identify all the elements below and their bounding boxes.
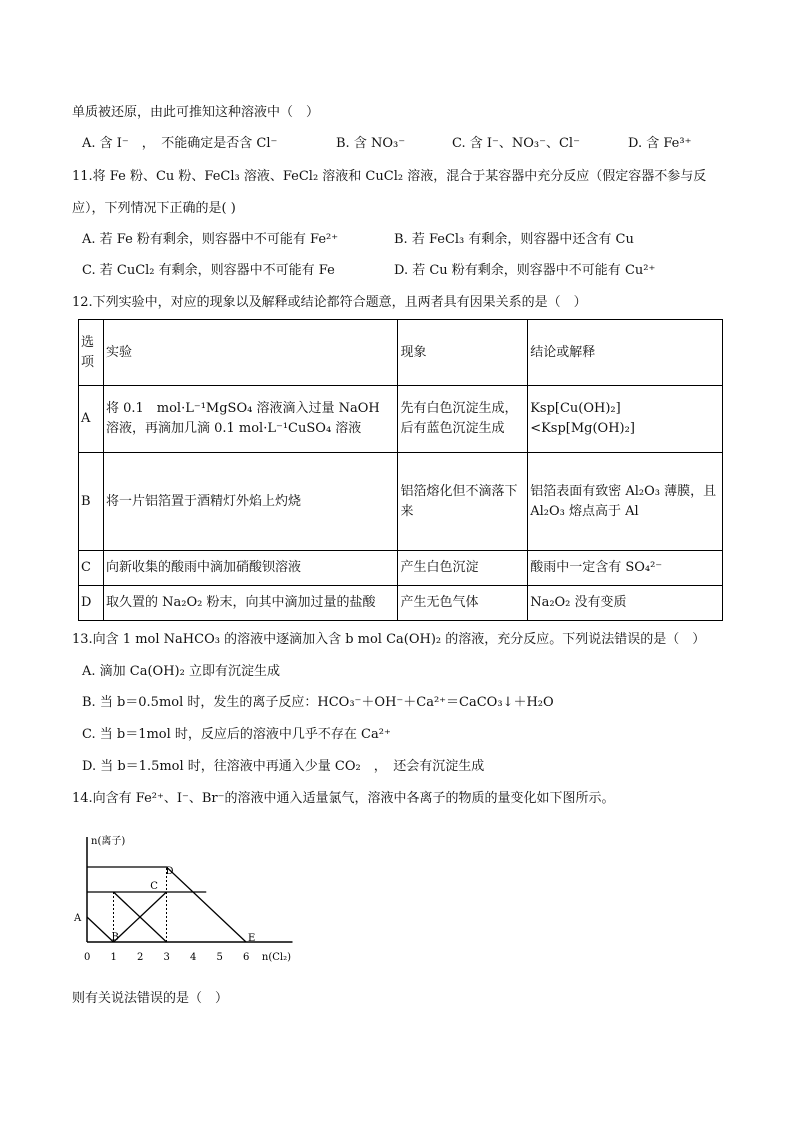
q13-stem: 13.向含 1 mol NaHCO₃ 的溶液中逐滴加入含 b mol Ca(OH)₂ 的溶液，充分反应。下列说法错误的是（ ） — [72, 632, 706, 647]
row-conclusion: 酸雨中一定含有 SO₄²⁻ — [528, 551, 723, 586]
row-option: D — [79, 586, 104, 621]
row-conclusion: 铝箔表面有致密 Al₂O₃ 薄膜，且 Al₂O₃ 熔点高于 Al — [528, 453, 723, 551]
row-option: A — [79, 386, 104, 453]
point-label: A — [74, 913, 82, 924]
x-tick-label: 5 — [216, 952, 223, 963]
row-conclusion: Ksp[Cu(OH)₂]<Ksp[Mg(OH)₂] — [528, 386, 723, 453]
y-axis-label: n(离子) — [91, 836, 126, 847]
q13-option-a: A. 滴加 Ca(OH)₂ 立即有沉淀生成 — [82, 664, 280, 679]
q12-stem: 12.下列实验中，对应的现象以及解释或结论都符合题意，且两者具有因果关系的是（ ） — [72, 295, 587, 310]
row-option: C — [79, 551, 104, 586]
q10-option-c: C. 含 I⁻、NO₃⁻、Cl⁻ — [452, 136, 580, 151]
q10-option-d: D. 含 Fe³⁺ — [628, 136, 692, 151]
row-phenomenon: 产生白色沉淀 — [398, 551, 528, 586]
x-tick-label: 0 — [84, 952, 91, 963]
table-header-row — [79, 320, 723, 386]
header-phenomenon: 现象 — [398, 320, 528, 386]
q11-option-d: D. 若 Cu 粉有剩余，则容器中不可能有 Cu²⁺ — [394, 263, 656, 278]
table-row — [79, 453, 723, 551]
row-option: B — [79, 453, 104, 551]
table-row — [79, 386, 723, 453]
table-row — [79, 586, 723, 621]
x-tick-label: 4 — [190, 952, 197, 963]
q13-option-d: D. 当 b＝1.5mol 时，往溶液中再通入少量 CO₂ ， 还会有沉淀生成 — [82, 759, 485, 774]
table-row — [79, 551, 723, 586]
point-label: C — [150, 881, 158, 892]
row-experiment: 将一片铝箔置于酒精灯外焰上灼烧 — [103, 453, 397, 551]
chart-labels — [73, 834, 291, 963]
row-phenomenon: 铝箔熔化但不滴落下来 — [398, 453, 528, 551]
row-phenomenon: 先有白色沉淀生成，后有蓝色沉淀生成 — [398, 386, 528, 453]
x-tick-label: 6 — [243, 952, 250, 963]
header-option: 选项 — [79, 320, 104, 386]
q11-option-b: B. 若 FeCl₃ 有剩余，则容器中还含有 Cu — [394, 232, 634, 247]
q11-stem-line1: 11.将 Fe 粉、Cu 粉、FeCl₃ 溶液、FeCl₂ 溶液和 CuCl₂ 溶液，混合于某容器中充分反应（假定容器不参与反 — [72, 169, 707, 184]
q10-option-a: A. 含 I⁻ ， 不能确定是否含 Cl⁻ — [82, 136, 278, 151]
row-experiment: 将 0.1 mol·L⁻¹MgSO₄ 溶液滴入过量 NaOH 溶液，再滴加几滴 0.1 mol·L⁻¹CuSO₄ 溶液 — [103, 386, 397, 453]
x-axis-label: n(Cl₂) — [261, 952, 292, 963]
series-line — [87, 917, 114, 942]
q14-stem: 14.向含有 Fe²⁺、I⁻、Br⁻的溶液中通入适量氯气，溶液中各离子的物质的量变化如下图所示。 — [72, 791, 615, 806]
q14-stem-tail: 则有关说法错误的是（ ） — [72, 991, 229, 1006]
q10-stem-tail: 单质被还原，由此可推知这种溶液中（ ） — [72, 105, 320, 120]
header-conclusion: 结论或解释 — [528, 320, 723, 386]
point-label: E — [248, 933, 256, 944]
row-experiment: 取久置的 Na₂O₂ 粉末，向其中滴加过量的盐酸 — [103, 586, 397, 621]
q13-option-b: B. 当 b＝0.5mol 时，发生的离子反应：HCO₃⁻＋OH⁻＋Ca²⁺＝CaCO₃↓＋H₂O — [82, 695, 554, 710]
q11-option-c: C. 若 CuCl₂ 有剩余，则容器中不可能有 Fe — [82, 263, 335, 278]
row-experiment: 向新收集的酸雨中滴加硝酸钡溶液 — [103, 551, 397, 586]
q11-stem-line2: 应），下列情况下正确的是( ) — [72, 201, 236, 216]
ion-amount-chart — [65, 822, 325, 972]
q11-option-a: A. 若 Fe 粉有剩余，则容器中不可能有 Fe²⁺ — [82, 232, 339, 247]
q12-table — [78, 319, 723, 621]
row-phenomenon: 产生无色气体 — [398, 586, 528, 621]
point-label: D — [165, 866, 174, 877]
x-tick-label: 1 — [110, 952, 117, 963]
x-tick-label: 3 — [163, 952, 170, 963]
chart-guides — [111, 867, 167, 943]
header-experiment: 实验 — [103, 320, 397, 386]
q13-option-c: C. 当 b＝1mol 时，反应后的溶液中几乎不存在 Ca²⁺ — [82, 727, 391, 742]
row-conclusion: Na₂O₂ 没有变质 — [528, 586, 723, 621]
q10-option-b: B. 含 NO₃⁻ — [336, 136, 406, 151]
x-tick-label: 2 — [137, 952, 144, 963]
point-label: B — [111, 932, 119, 943]
